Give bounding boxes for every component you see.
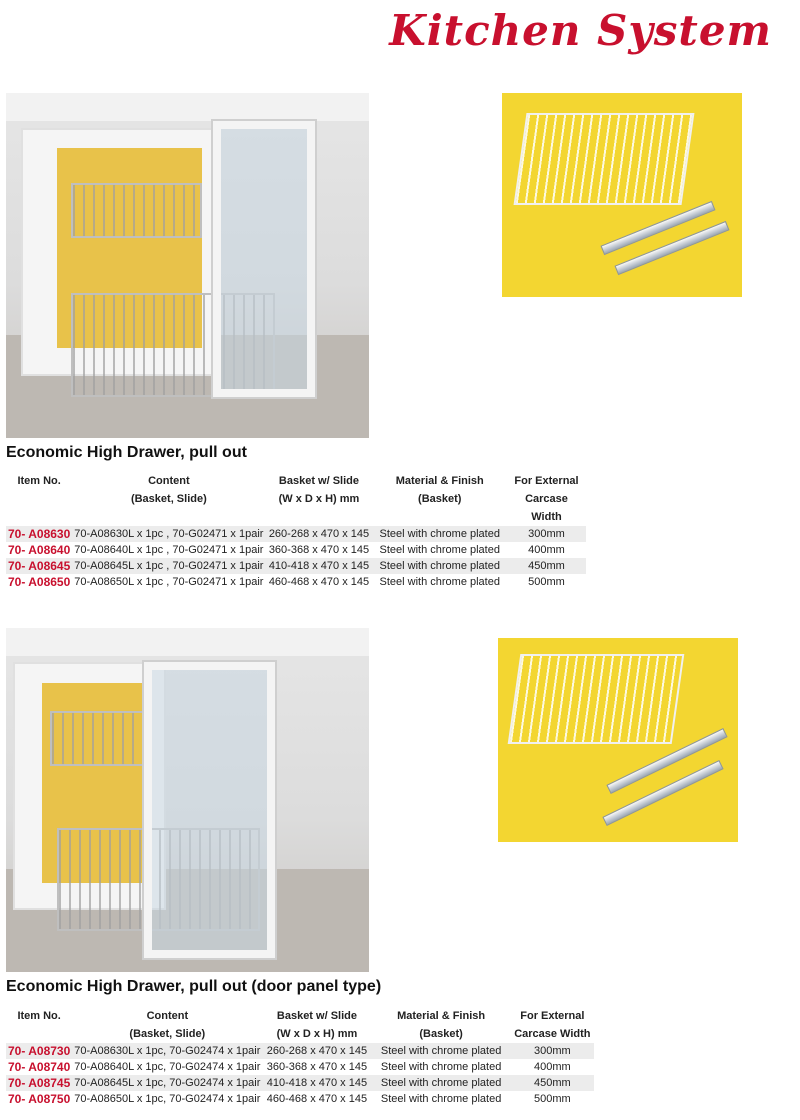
- item-number: 70- A08730: [8, 1044, 71, 1058]
- width-cell: 400mm: [534, 1061, 571, 1073]
- width-cell: 450mm: [507, 558, 586, 574]
- item-number: 70- A08750: [8, 1092, 71, 1106]
- table-row: [6, 1075, 594, 1091]
- header-material: Material & Finish (Basket): [397, 1010, 486, 1040]
- header-size: Basket w/ Slide (W x D x H) mm: [278, 475, 360, 505]
- size-cell: 360-368 x 470 x 145: [268, 544, 370, 556]
- size-cell: 260-268 x 470 x 145: [265, 526, 372, 542]
- content-cell: 70-A08645L x 1pc , 70-G02471 x 1pair: [74, 560, 264, 572]
- item-number: 70- A08640: [8, 543, 71, 557]
- content-cell: 70-A08650L x 1pc , 70-G02471 x 1pair: [74, 576, 264, 588]
- cabinet-photo-2: [6, 628, 369, 972]
- header-carcase: For External Carcase Width: [514, 475, 579, 523]
- spec-table: [6, 1007, 594, 1107]
- section-title: Economic High Drawer, pull out (door panel type): [6, 978, 382, 995]
- table-row: [6, 526, 586, 542]
- header-item: Item No.: [17, 475, 61, 487]
- table-row: [6, 542, 586, 558]
- header-item: Item No.: [17, 1010, 61, 1022]
- content-cell: 70-A08630L x 1pc, 70-G02474 x 1pair: [74, 1045, 261, 1057]
- brand-title: Kitchen System: [389, 6, 772, 55]
- width-cell: 400mm: [528, 544, 565, 556]
- table-row: [6, 1043, 594, 1059]
- section-title: Economic High Drawer, pull out: [6, 444, 247, 461]
- spec-table: [6, 472, 586, 590]
- size-cell: 460-468 x 470 x 145: [266, 1093, 368, 1105]
- material-cell: Steel with chrome plated: [379, 544, 500, 556]
- table-row: [6, 574, 586, 590]
- table-row: [6, 1091, 594, 1107]
- content-cell: 70-A08645L x 1pc, 70-G02474 x 1pair: [74, 1077, 261, 1089]
- item-number: 70- A08630: [8, 527, 71, 541]
- size-cell: 460-468 x 470 x 145: [268, 576, 370, 588]
- item-number: 70- A08745: [8, 1076, 71, 1090]
- item-number: 70- A08740: [8, 1060, 71, 1074]
- item-number: 70- A08650: [8, 575, 71, 589]
- size-cell: 260-268 x 470 x 145: [262, 1043, 371, 1059]
- item-number: 70- A08645: [8, 559, 71, 573]
- material-cell: Steel with chrome plated: [379, 576, 500, 588]
- width-cell: 300mm: [511, 1043, 594, 1059]
- basket-slide-photo-2: [498, 638, 738, 842]
- size-cell: 360-368 x 470 x 145: [266, 1061, 368, 1073]
- content-cell: 70-A08630L x 1pc , 70-G02471 x 1pair: [74, 528, 264, 540]
- material-cell: Steel with chrome plated: [380, 1061, 502, 1073]
- material-cell: Steel with chrome plated: [380, 1093, 502, 1105]
- material-cell: Steel with chrome plated: [373, 526, 508, 542]
- size-cell: 410-418 x 470 x 145: [265, 558, 372, 574]
- width-cell: 500mm: [528, 576, 565, 588]
- cabinet-photo-1: [6, 93, 369, 438]
- content-cell: 70-A08640L x 1pc, 70-G02474 x 1pair: [74, 1061, 261, 1073]
- content-cell: 70-A08640L x 1pc , 70-G02471 x 1pair: [74, 544, 264, 556]
- header-content: Content (Basket, Slide): [130, 475, 207, 505]
- width-cell: 450mm: [511, 1075, 594, 1091]
- content-cell: 70-A08650L x 1pc, 70-G02474 x 1pair: [74, 1093, 261, 1105]
- header-size: Basket w/ Slide (W x D x H) mm: [276, 1010, 358, 1040]
- basket-slide-photo-1: [502, 93, 742, 297]
- width-cell: 300mm: [507, 526, 586, 542]
- material-cell: Steel with chrome plated: [373, 558, 508, 574]
- header-carcase: For External Carcase Width: [514, 1010, 591, 1040]
- material-cell: Steel with chrome plated: [371, 1043, 510, 1059]
- width-cell: 500mm: [534, 1093, 571, 1105]
- table-row: [6, 1059, 594, 1075]
- table-row: [6, 558, 586, 574]
- header-material: Material & Finish (Basket): [395, 475, 484, 505]
- size-cell: 410-418 x 470 x 145: [262, 1075, 371, 1091]
- header-content: Content (Basket, Slide): [129, 1010, 206, 1040]
- material-cell: Steel with chrome plated: [371, 1075, 510, 1091]
